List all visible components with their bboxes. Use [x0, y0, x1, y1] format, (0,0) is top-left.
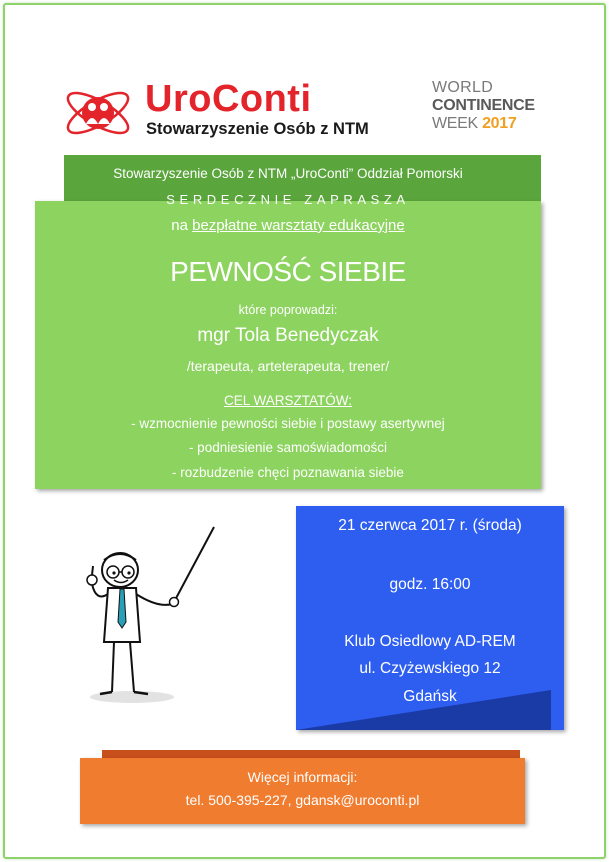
workshop-prefix: na [171, 217, 188, 234]
event-venue: Klub Osiedlowy AD-REM [344, 633, 516, 650]
goal-item: - podniesienie samoświadomości [188, 440, 388, 455]
goal-item: - wzmocnienie pewności siebie i postawy asertywnej [131, 416, 445, 431]
led-by-text: które poprowadzi: [238, 303, 338, 317]
logo-subtitle: Stowarzyszenie Osób z NTM [146, 120, 369, 138]
workshop-line [35, 217, 541, 234]
invite-text: SERDECZNIE ZAPRASZA [166, 192, 410, 207]
campaign-line3 [432, 116, 535, 132]
organizer-text: Stowarzyszenie Osób z NTM „UroConti” Oddział Pomorski [113, 166, 463, 181]
logo-name: UroConti [145, 78, 312, 120]
campaign-week: WEEK [432, 115, 478, 132]
workshop-name: bezpłatne warsztaty edukacyjne [192, 217, 405, 234]
event-street: ul. Czyżewskiego 12 [359, 660, 501, 677]
presenter-figure-illustration [74, 522, 224, 712]
world-continence-week-logo [432, 80, 535, 132]
goals-heading: CEL WARSZTATÓW: [224, 393, 352, 408]
contact-heading: Więcej informacji: [247, 769, 358, 785]
uroconti-logo-icon [62, 82, 134, 144]
campaign-year: 2017 [482, 115, 517, 132]
contact-panel [80, 758, 525, 824]
goal-item: - rozbudzenie chęci poznawania siebie [172, 465, 404, 480]
event-city: Gdańsk [403, 688, 457, 705]
campaign-line1: WORLD [432, 79, 494, 96]
workshop-title: PEWNOŚĆ SIEBIE [170, 256, 406, 287]
campaign-line2: CONTINENCE [432, 97, 535, 114]
contact-details[interactable]: tel. 500-395-227, gdansk@uroconti.pl [185, 792, 420, 808]
event-date: 21 czerwca 2017 r. (środa) [338, 517, 522, 534]
event-time: godz. 16:00 [389, 576, 471, 593]
speaker-role: /terapeuta, arteterapeuta, trener/ [186, 358, 390, 374]
speaker-name: mgr Tola Benedyczak [197, 325, 379, 346]
